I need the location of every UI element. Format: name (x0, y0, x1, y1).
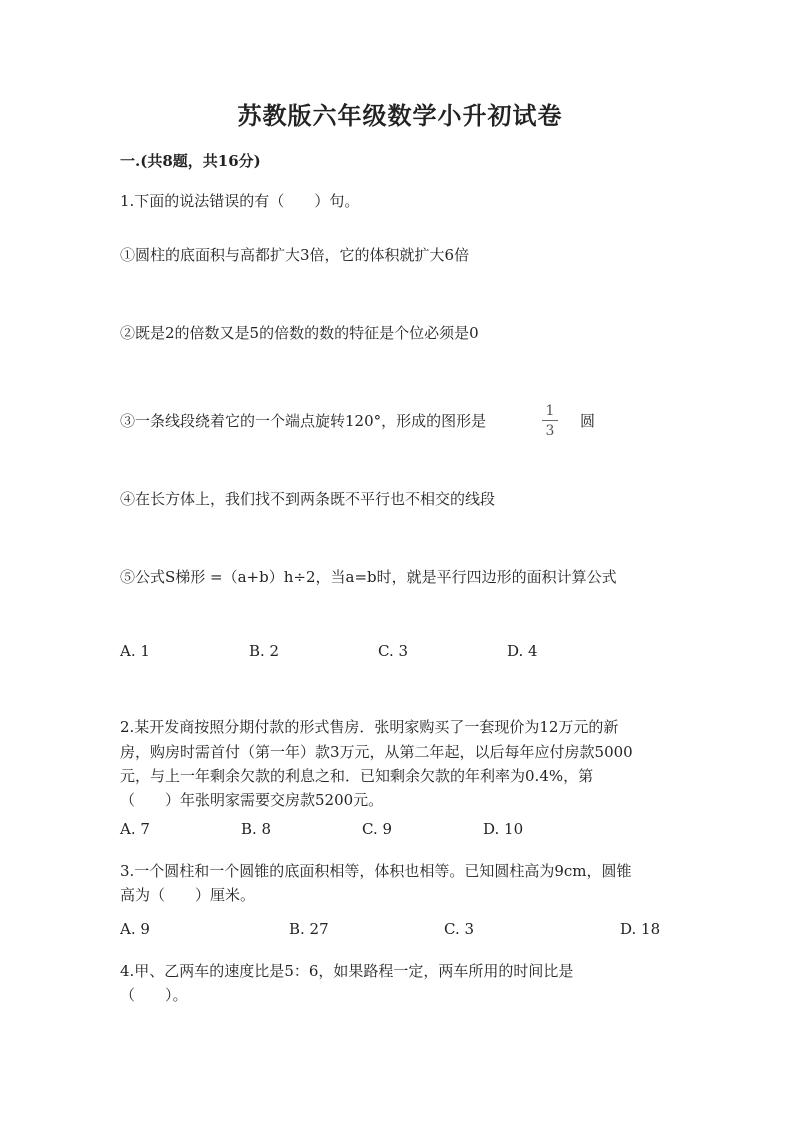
q1-option-b: B. 2 (249, 642, 280, 660)
fraction-denominator: 3 (545, 423, 555, 439)
page-title: 苏教版六年级数学小升初试卷 (237, 101, 563, 130)
fraction-numerator: 1 (545, 403, 555, 419)
q1-stem: 1.下面的说法错误的有（ ）句。 (120, 192, 360, 210)
q1-option-c: C. 3 (378, 642, 409, 660)
q2-option-d: D. 10 (483, 820, 524, 838)
q2-option-c: C. 9 (362, 820, 393, 838)
q2-option-b: B. 8 (241, 820, 272, 838)
q3-option-b: B. 27 (289, 920, 329, 938)
q3-line-2: 高为（ ）厘米。 (120, 886, 256, 904)
section-heading: 一.(共8题，共16分) (120, 152, 261, 170)
q1-statement-5: ⑤公式S梯形 =（a+b）h÷2，当a=b时，就是平行四边形的面积计算公式 (120, 568, 617, 586)
q2-line-3: 元，与上一年剩余欠款的利息之和．已知剩余欠款的年利率为0.4%，第 (120, 767, 594, 785)
q1-statement-3-end: 圆 (580, 412, 596, 430)
q3-line-1: 3.一个圆柱和一个圆锥的底面积相等，体积也相等。已知圆柱高为9cm，圆锥 (120, 862, 632, 880)
q1-option-d: D. 4 (507, 642, 538, 660)
q4-line-2: （ ）。 (120, 986, 188, 1004)
q2-option-a: A. 7 (120, 820, 150, 838)
fraction-one-third (540, 404, 560, 438)
q3-option-a: A. 9 (120, 920, 150, 938)
q1-statement-1: ①圆柱的底面积与高都扩大3倍，它的体积就扩大6倍 (120, 246, 470, 264)
q3-option-d: D. 18 (620, 920, 661, 938)
q2-line-4: （ ）年张明家需要交房款5200元。 (120, 791, 384, 809)
q4-line-1: 4.甲、乙两车的速度比是5：6，如果路程一定，两车所用的时间比是 (120, 962, 574, 980)
q1-option-a: A. 1 (120, 642, 150, 660)
q1-statement-3: ③一条线段绕着它的一个端点旋转120°，形成的图形是 (120, 412, 487, 430)
q3-option-c: C. 3 (444, 920, 475, 938)
q2-line-2: 房，购房时需首付（第一年）款3万元，从第二年起，以后每年应付房款5000 (120, 743, 633, 761)
q1-statement-4: ④在长方体上，我们找不到两条既不平行也不相交的线段 (120, 490, 496, 508)
q2-line-1: 2.某开发商按照分期付款的形式售房．张明家购买了一套现价为12万元的新 (120, 718, 619, 736)
q1-statement-2: ②既是2的倍数又是5的倍数的数的特征是个位必须是0 (120, 324, 479, 342)
